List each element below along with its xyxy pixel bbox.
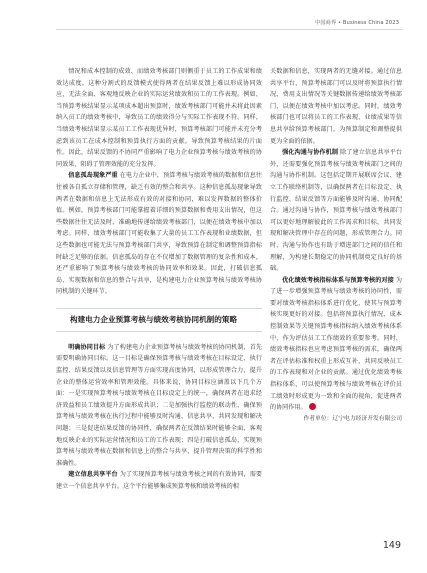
author-affiliation: 作者单位：辽宁电力经济开发有限公司 (303, 415, 402, 422)
paragraph-body: 为了实现预算考核与绩效考核之间的有效协同，需要建立一个信息共享平台。这个平台能够集成预算考核和绩效考核的相 (56, 471, 263, 490)
paragraph-lead: 建立信息共享平台 (68, 471, 118, 479)
paragraph-lead: 强化沟通与协作机制 (282, 149, 339, 157)
paragraph (56, 170, 262, 298)
paragraph (270, 275, 402, 414)
paragraph (270, 147, 402, 275)
paragraph: 关数据和信息，实现两者的无缝对接。通过信息共享平台，预算考核部门可以及时将预算执行情况、费用支出情况等关键数据传递给绩效考核部门，以便在绩效考核中加以考虑。同时，绩效考核部门也可以将员工的工作表现、业绩成果等信息共享给预算考核部门，为预算制定和调整提供更为全面的依据。 (270, 68, 402, 145)
paragraph-lead: 优化绩效考核指标体系与预算考核的对接 (282, 276, 394, 284)
header-divider (56, 29, 403, 30)
paragraph (56, 342, 262, 470)
right-column (270, 66, 402, 425)
section-heading: 构建电力企业预算考核与绩效考核协同机制的策略 (56, 308, 262, 332)
paragraph-body: 除了建立信息共享平台外，还需要强化预算考核与绩效考核部门之间的沟通与协作机制。这包括定期开展联席会议、建立工作联络机制等，以确保两者在目标设定、执行监控、结果反馈等方面能够及时沟通、协同配合。通过沟通与协作，预算考核与绩效考核部门可以更好地理解彼此的工作需求和目标，共同发现和解决管理中存在的问题，形成管理合力。同时，沟通与协作也有助于增进部门之间的信任和理解，为构建长期稳定的协同机制奠定良好的基础。 (270, 149, 403, 273)
paragraph (56, 469, 262, 492)
left-column (56, 66, 262, 493)
paragraph-body: 为了构建电力企业预算考核与绩效考核的协同机制，首先需要明确协同目标。这一目标是确保预算考核与绩效考核在目标设定、执行监控、结果反馈以及信息管理等方面实现高度协同，以形成管理合力，提升企业的整体运营效率和管理效能。具体来说，协同目标应涵盖以下几个方面：一是实现预算考核与绩效考核在目标设定上的统一，确保两者在追求经济效益和员工绩效提升方面形成共识；二是加强执行监控的联动性，确保预算考核与绩效考核在执行过程中能够及时沟通、信息共享，共同发现和解决问题；三是促进结果反馈的协同性，确保两者在反馈结果时能够全面、客观地反映企业的实际运营情况和员工的工作表现；四是打破信息孤岛，实现预算考核与绩效考核在数据和信息上的整合与共享，提升管理决策的科学性和准确性。 (56, 343, 263, 467)
paragraph-lead: 信息孤岛现象严重 (68, 172, 118, 180)
end-mark-icon (309, 403, 316, 410)
page-number: 149 (382, 540, 401, 551)
paragraph-body: 在电力企业中，预算考核与绩效考核的数据和信息往往被各自孤立存储和管理，缺乏有效的整合和共享。这种信息孤岛现象导致两者在数据和信息上无法形成有效的对接和协同，难以发挥数据的整体价值。例如，预算考核部门可能掌握着详细的预算数据和费用支出情况，但这些数据往往无法及时、准确地传递给绩效考核部门，以便在绩效考核中加以考虑。同样，绩效考核部门可能收集了大量的员工工作表现和业绩数据，但这些数据也可能无法与预算考核部门共享，导致预算在制定和调整预算指标时缺乏足够的依据。信息孤岛的存在不仅增加了数据管理的复杂性和成本，还严重影响了预算考核与绩效考核的协同效率和效果。因此，打破信息孤岛，实现数据和信息的整合与共享，是构建电力企业预算考核与绩效考核协同机制的关键环节。 (56, 172, 263, 296)
running-header: 中国商界 • Business China 2023 (315, 20, 399, 26)
paragraph-body: 为了进一步增强预算考核与绩效考核的协同性，需要对绩效考核指标体系进行优化，使其与预算考核实现更好的对接。包括将预算执行情况、成本控制效果等关键预算考核指标纳入绩效考核体系中，作为评估员工工作绩效的重要参考。同时，绩效考核指标也应考虑预算考核的需求，确保两者在评估标准和权重上形成互补，共同反映员工的工作表现和对企业的贡献。通过优化绩效考核指标体系，可以使预算考核与绩效考核在评价员工绩效时形成更为一致和全面的视角，促进两者的协同作用。 (270, 276, 403, 412)
paragraph-lead: 明确协同目标 (68, 343, 106, 351)
paragraph: 情况和成本控制的成效、而绩效考核部门则侧重于员工的工作成果和绩效达成度。这种分割式的反馈模式使得两者在结果反馈上难以形成协同效应，无法全面、客观地反映企业的实际运营绩效和员工的工作表现。例如，当预算考核结果显示某项成本超出预算时，绩效考核部门可能并未将此因素纳入员工的绩效考核中，导致员工的绩效得分与实际工作表现不符。同样，当绩效考核结果显示某员工工作表现优异时，预算考核部门可能并未充分考虑到该员工在成本控制和预算执行方面的贡献，导致预算考核结果的片面性。因此，结果反馈的不协同严重影响了电力企业预算考核与绩效考核的协同效果，阻碍了管理效能的充分发挥。 (56, 68, 262, 168)
